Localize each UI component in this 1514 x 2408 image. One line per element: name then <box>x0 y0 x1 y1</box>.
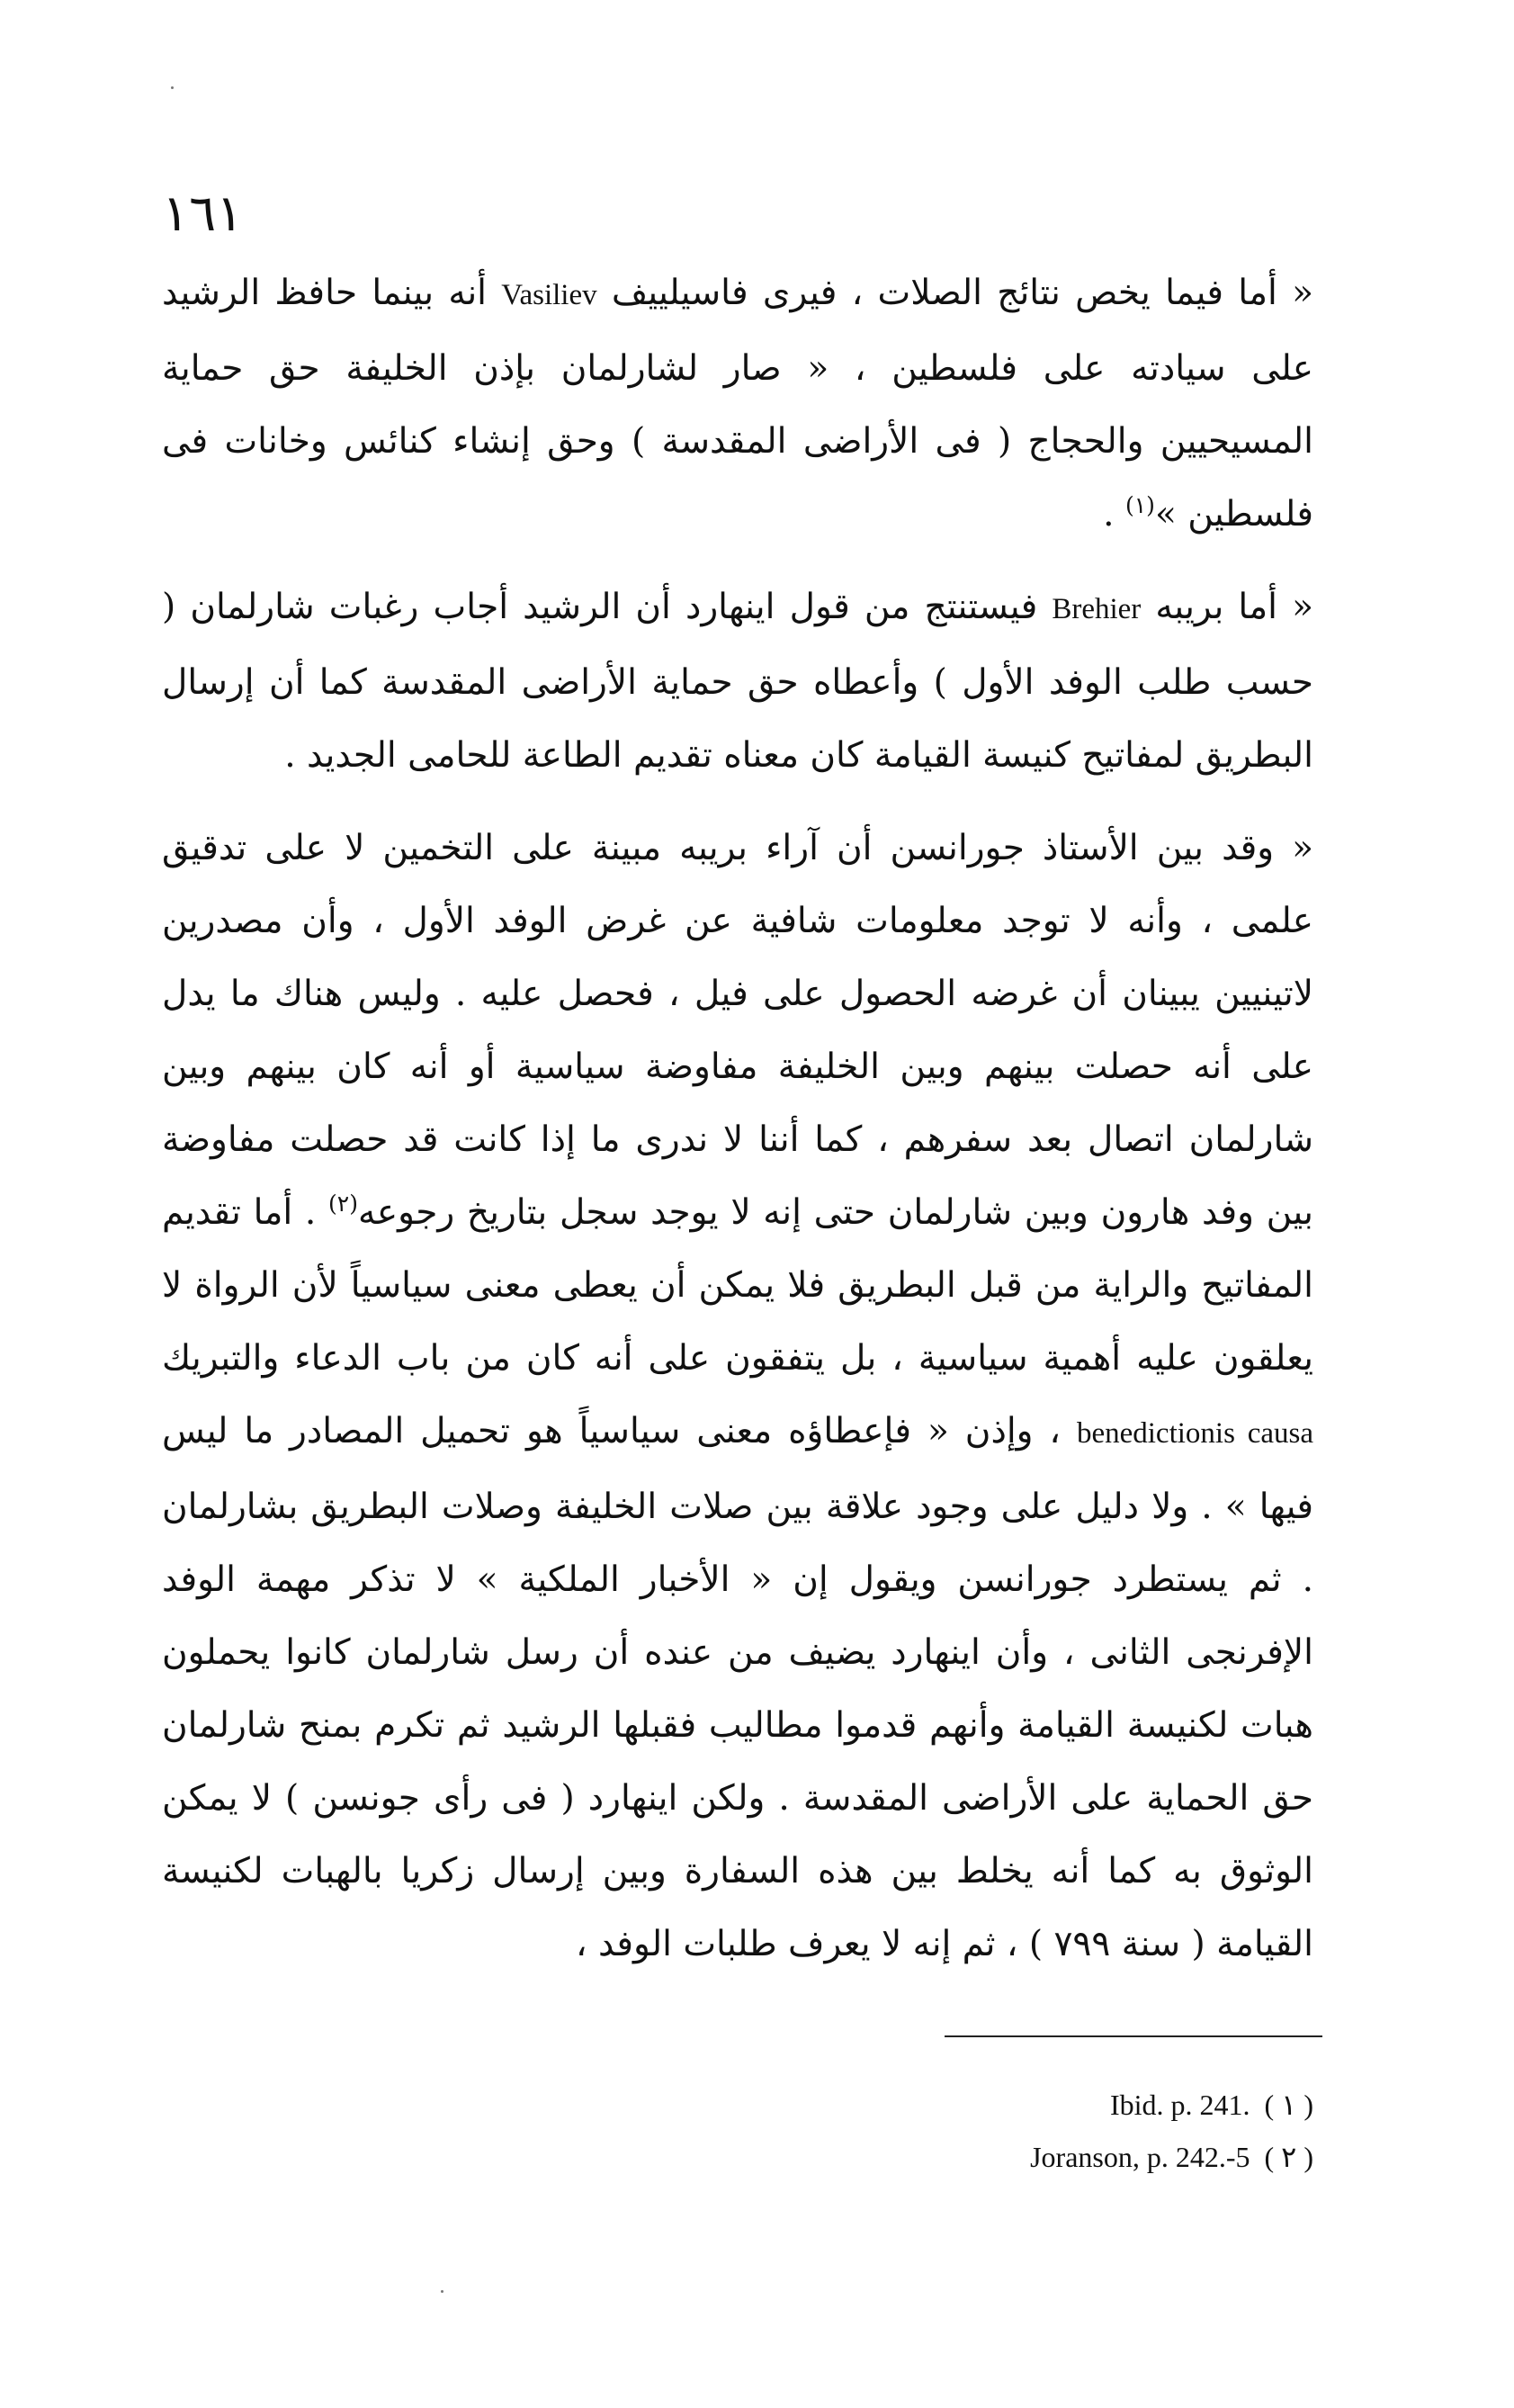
latin-term: Vasiliev <box>501 279 597 311</box>
paragraph-text: . <box>1103 494 1125 535</box>
paragraph-text: فيستنتج من قول اينهارد أن الرشيد أجاب رغبات شارلمان ( حسب طلب الوفد الأول ) وأعطاه حق حماية الأراضى المقدسة كما أن إرسال البطريق لمفاتيح كنيسة القيامة كان معناه تقديم الطاعة للحامى الجديد . <box>162 587 1313 776</box>
paragraph <box>162 571 1313 792</box>
footnote <box>864 2079 1313 2131</box>
paragraph-text: « أما بريبه <box>1141 587 1313 627</box>
footnote-separator <box>945 2035 1322 2037</box>
footnote <box>864 2131 1313 2183</box>
footnote-ref: (٢) <box>327 1191 358 1217</box>
paper-speck <box>171 86 174 89</box>
latin-term: Brehier <box>1052 593 1142 625</box>
paragraph-text: « أما فيما يخص نتائج الصلات ، فيرى فاسيلييف <box>596 273 1313 313</box>
footnote-ref: (١) <box>1124 492 1155 518</box>
footnote-number: ( ١ ) <box>1264 2089 1313 2121</box>
paper-speck <box>441 2290 443 2293</box>
footnotes <box>864 2079 1313 2183</box>
paragraph <box>162 256 1313 551</box>
paragraph <box>162 812 1313 1981</box>
footnote-text: Joranson, p. 242.-5 <box>1030 2141 1250 2173</box>
footnote-text: Ibid. p. 241. <box>1109 2089 1250 2121</box>
page-number: ١٦١ <box>162 184 244 243</box>
latin-term: benedictionis causa <box>1076 1417 1313 1450</box>
paragraph-text: ، وإذن « فإعطاؤه معنى سياسياً هو تحميل المصادر ما ليس فيها » . ولا دليل على وجود علاقة بين صلات الخليفة وصلات البطريق بشارلمان . ثم يستطرد جورانسن ويقول إن « الأخبار الملكية » لا تذكر مهمة الوفد الإفرنجى الثانى ، وأن اينهارد يضيف من عنده أن رسل شارلمان كانوا يحملون هبات لكنيسة القيامة وأنهم قدموا مطاليب فقبلها الرشيد ثم تكرم بمنح شارلمان حق الحماية على الأراضى المقدسة . ولكن اينهارد ( فى رأى جونسن ) لا يمكن الوثوق به كما أنه يخلط بين هذه السفارة وبين إرسال زكريا بالهبات لكنيسة القيامة ( سنة ٧٩٩ ) ، ثم إنه لا يعرف طلبات الوفد ، <box>162 1411 1313 1964</box>
footnote-number: ( ٢ ) <box>1264 2141 1313 2173</box>
paragraph-text: « وقد بين الأستاذ جورانسن أن آراء بريبه مبينة على التخمين لا على تدقيق علمى ، وأنه لا توجد معلومات شافية عن غرض الوفد الأول ، وأن مصدرين لاتينيين يبينان أن غرضه الحصول على فيل ، فحصل عليه . وليس هناك ما يدل على أنه حصلت بينهم وبين الخليفة مفاوضة سياسية أو أنه كان بينهم وبين شارلمان اتصال بعد سفرهم ، كما أننا لا ندرى ما إذا كانت قد حصلت مفاوضة بين وفد هارون وبين شارلمان حتى إنه لا يوجد سجل بتاريخ رجوعه <box>162 828 1313 1233</box>
body-text <box>162 256 1313 2000</box>
paragraph-text: . أما تقديم المفاتيح والراية من قبل البطريق فلا يمكن أن يعطى معنى سياسياً لأن الرواة لا يعلقون عليه أهمية سياسية ، بل يتفقون على أنه كان من باب الدعاء والتبريك <box>162 1192 1313 1379</box>
paragraph-text: أنه بينما حافظ الرشيد على سيادته على فلسطين ، « صار لشارلمان بإذن الخليفة حق حماية المسيحيين والحجاج ( فى الأراضى المقدسة ) وحق إنشاء كنائس وخانات فى فلسطين » <box>162 273 1313 535</box>
